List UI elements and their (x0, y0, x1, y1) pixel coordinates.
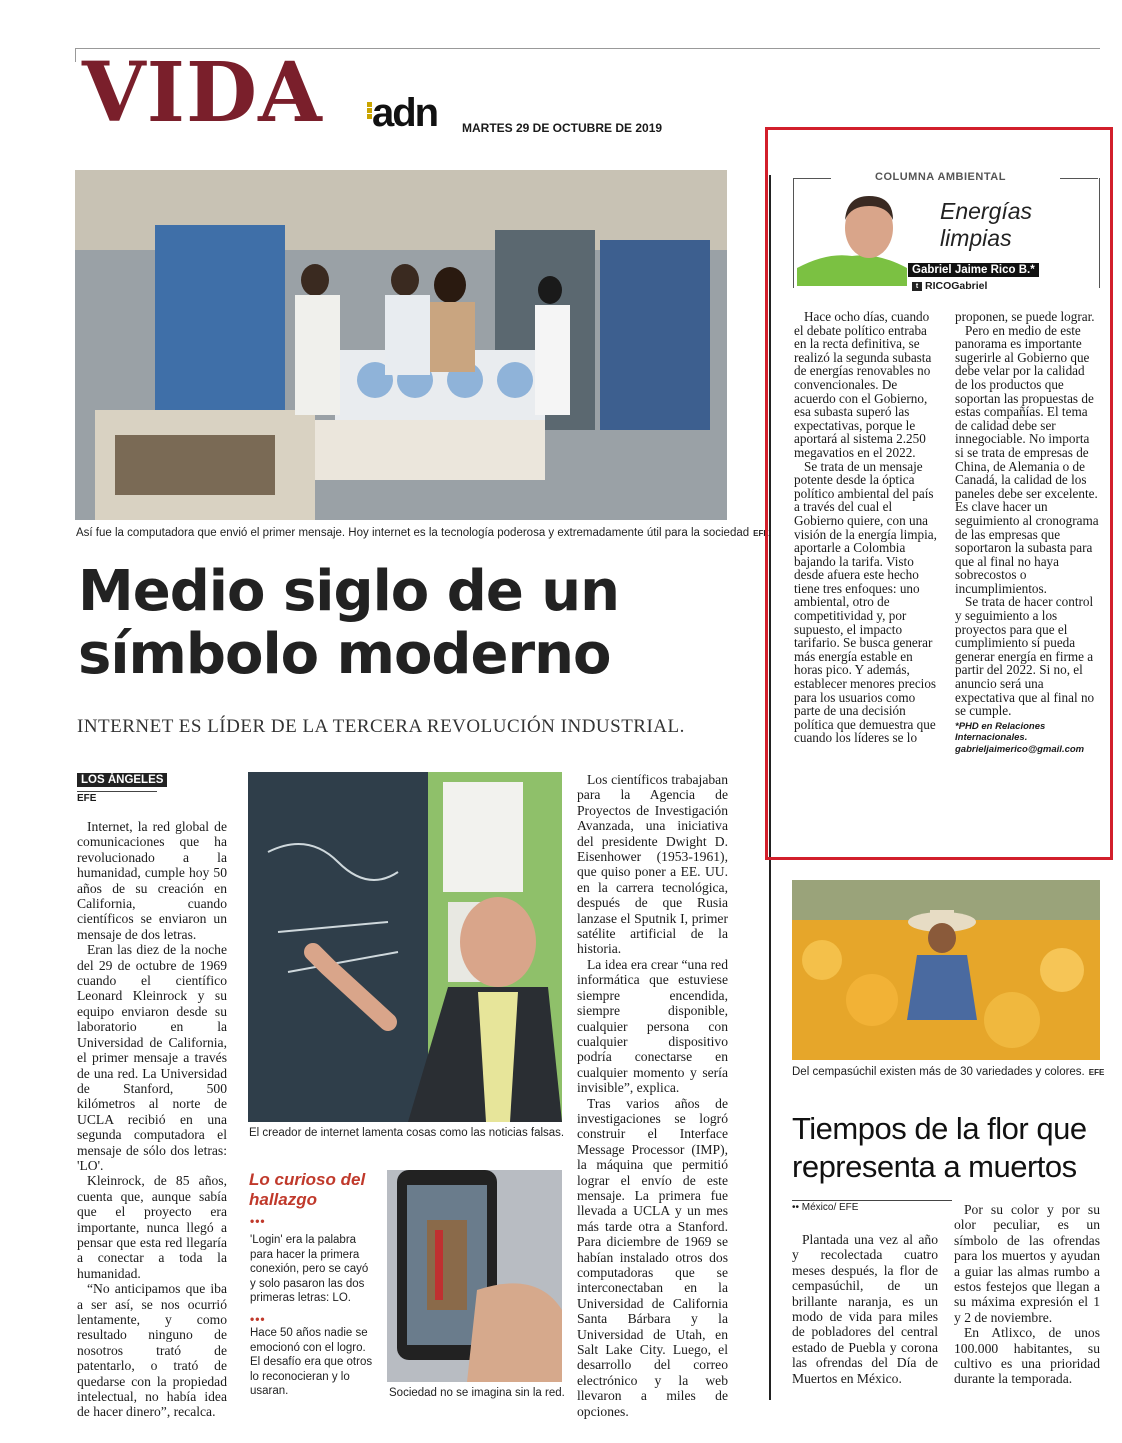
article-headline: Medio siglo de un símbolo moderno (78, 559, 620, 687)
bullet-dots-icon: ••• (250, 1312, 266, 1326)
sidebar-item: 'Login' era la palabra para hacer la primera conexión, pero se cayó y solo pasaron las dos primeras letras: LO. (250, 1234, 369, 1304)
section-title: VIDA (82, 45, 323, 141)
sidebar-title: Lo curioso del hallazgo (249, 1170, 366, 1209)
dateline-location: LOS ÁNGELES (77, 773, 167, 787)
top-rule-tick (75, 48, 76, 62)
column-title: Energías limpias (940, 198, 1033, 251)
article-deck: INTERNET ES LÍDER DE LA TERCERA REVOLUCIÓN INDUSTRIAL. (77, 716, 685, 737)
flower-column-1: Plantada una vez al año y recolectada cuatro meses después, la flor de cempasúchil, de un brillante naranja, es un modo de vida para miles de pobladores del central estado de Puebla y corona las ofrendas del Día de Muertos en México. (792, 1232, 938, 1386)
sidebar-item: Hace 50 años nadie se emocionó con el logro. El desafío era que otros lo reconocieran y lo usaran. (250, 1327, 373, 1397)
column-twitter: t RICOGabriel (912, 280, 987, 292)
main-photo (75, 170, 727, 520)
flower-headline: Tiempos de la flor que representa a muertos (792, 1111, 1087, 1184)
flower-photo (792, 880, 1100, 1060)
scientist-chalkboard-photo-icon (248, 772, 562, 1122)
kleinrock-photo (248, 772, 562, 1122)
dateline-source: EFE (77, 791, 157, 804)
phone-photo (387, 1170, 562, 1382)
column-label: COLUMNA AMBIENTAL (875, 171, 1006, 183)
author-photo (797, 190, 907, 286)
flower-column-2: Por su color y por su olor peculiar, es un símbolo de las ofrendas para los muertos y ayudan a guiar las almas rumbo a estos festejos que llegan a su máxima expresión el 1 y 2 de noviembre. En Atlixco, de unos 100.000 habitantes, su cultivo es una prioridad durante la temporada. (954, 1202, 1100, 1387)
author-portrait-icon (797, 190, 907, 286)
bullet-dots-icon: ••• (250, 1214, 266, 1228)
flower-field-photo-icon (792, 880, 1100, 1060)
column-text-2: proponen, se puede lograr. Pero en medio de este panorama es importante sugerirle al Gobierno que debe velar por la calidad de los productos que soportan las propuestas de estas compañías. El tema de calidad debe ser innegociable. No importa si se trata de empresas de China, de Alemania o de Canadá, la calidad de los paneles debe ser excelente. Es clave hacer un seguimiento al cronograma de las empresas que soportaron la subasta para que al final no haya sobrecostos o incumplimientos. Se trata de hacer control y seguimiento a los proyectos para que el cumplimiento sí pueda generar energía en firme a partir del 2022. Si no, el anuncio será una expectativa que al final no se cumple. *PHD en Relaciones Internacionales. gabrieljaimerico@gmail.com (955, 309, 1099, 755)
author-email: gabrieljaimerico@gmail.com (955, 743, 1085, 755)
author-note: *PHD en Relaciones Internacionales. (955, 720, 1046, 744)
frame-top-left (793, 178, 831, 179)
phone-in-hand-photo-icon (387, 1170, 562, 1382)
computer-room-photo-icon (75, 170, 727, 520)
twitter-icon: t (912, 282, 922, 291)
phone-caption: Sociedad no se imagina sin la red. (389, 1387, 565, 1399)
main-photo-caption: Así fue la computadora que envió el primer mensaje. Hoy internet es la tecnología poderosa y extremadamente útil para la sociedad EFE (76, 527, 769, 539)
article-column-1: Internet, la red global de comunicaciones que ha revolucionado a la humanidad, cumple hoy 50 años de su creación en California, cuando científicos se enviaron un mensaje de dos letras. Eran las diez de la noche del 29 de octubre de 1969 cuando el científico Leonard Kleinrock y su equipo enviaron desde su laboratorio en la Universidad de California, el primer mensaje a través de una red. La Universidad de Stanford, 500 kilómetros al norte de UCLA recibió en una segunda computadora el mensaje de sólo dos letras: 'LO'. Kleinrock, de 85 años, cuenta que, aunque sabía que el proyecto era importante, nunca llegó a pensar que esta red llegaría a conectar a toda la humanidad. “No anticipamos que iba a ser así, se nos ocurrió lentamente, y como resultado ninguno de nosotros trató de patentarlo, o trató de quedarse con la propiedad intelectual, no había idea de hacer dinero”, recalca. (77, 819, 227, 1420)
flower-caption: Del cempasúchil existen más de 30 variedades y colores. EFE (792, 1066, 1105, 1078)
column-text-1: Hace ocho días, cuando el debate político entraba en la recta definitiva, se realizó la segunda subasta de energías renovables no convencionales. De acuerdo con el Gobierno, esa subasta superó las expectativas, porque le aportará al sistema 2.250 megavatios en el 2022. Se trata de un mensaje potente desde la óptica político ambiental del país a través del cual el Gobierno quiere, con una visión de la energía limpia, aportarle a Colombia bajando la tarifa. Visto desde afuera este hecho tiene tres enfoques: uno ambiental, otro de competitividad y, por supuesto, el impacto tarifario. Se busca generar más energía estable en horas pico. Y además, establecer menores precios para los usuarios como parte de una decisión política que demuestra que cuando los líderes se lo (794, 309, 937, 746)
frame-top-right (1060, 178, 1098, 179)
kleinrock-caption: El creador de internet lamenta cosas como las noticias falsas. (249, 1127, 565, 1139)
brand-logo: adn (372, 91, 438, 135)
article-column-3: Los científicos trabajaban para la Agencia de Proyectos de Investigación Avanzada, una iniciativa del presidente Dwight D. Eisenhower (1953-1961), que quiso poner a EE. UU. en la carrera tecnológica, después de que Rusia lanzase el Sputnik I, primer satélite artificial de la historia. La idea era crear “una red informática que estuviese siempre encendida, siempre disponible, cualquier persona con cualquier dispositivo podría conectarse en cualquier momento y sería invisible”, explica. Tras varios años de investigaciones se logró construir el Interface Message Processor (IMP), la máquina que permitió lograr el envío de este mensaje. La primera fue llevada a UCLA y un mes más tarde otra a Stanford. Para diciembre de 1969 se habían instalado otros dos computadoras que se interconectaban en la Universidad de California Santa Bárbara y la Universidad de Utah, en Salt Lake City. Luego, el desarrollo del correo electrónico y la web llevaron a miles de opciones. (577, 772, 728, 1419)
column-author: Gabriel Jaime Rico B.* (908, 263, 1039, 277)
flower-source: •• México/ EFE (792, 1200, 952, 1213)
issue-date: MARTES 29 DE OCTUBRE DE 2019 (462, 121, 663, 135)
